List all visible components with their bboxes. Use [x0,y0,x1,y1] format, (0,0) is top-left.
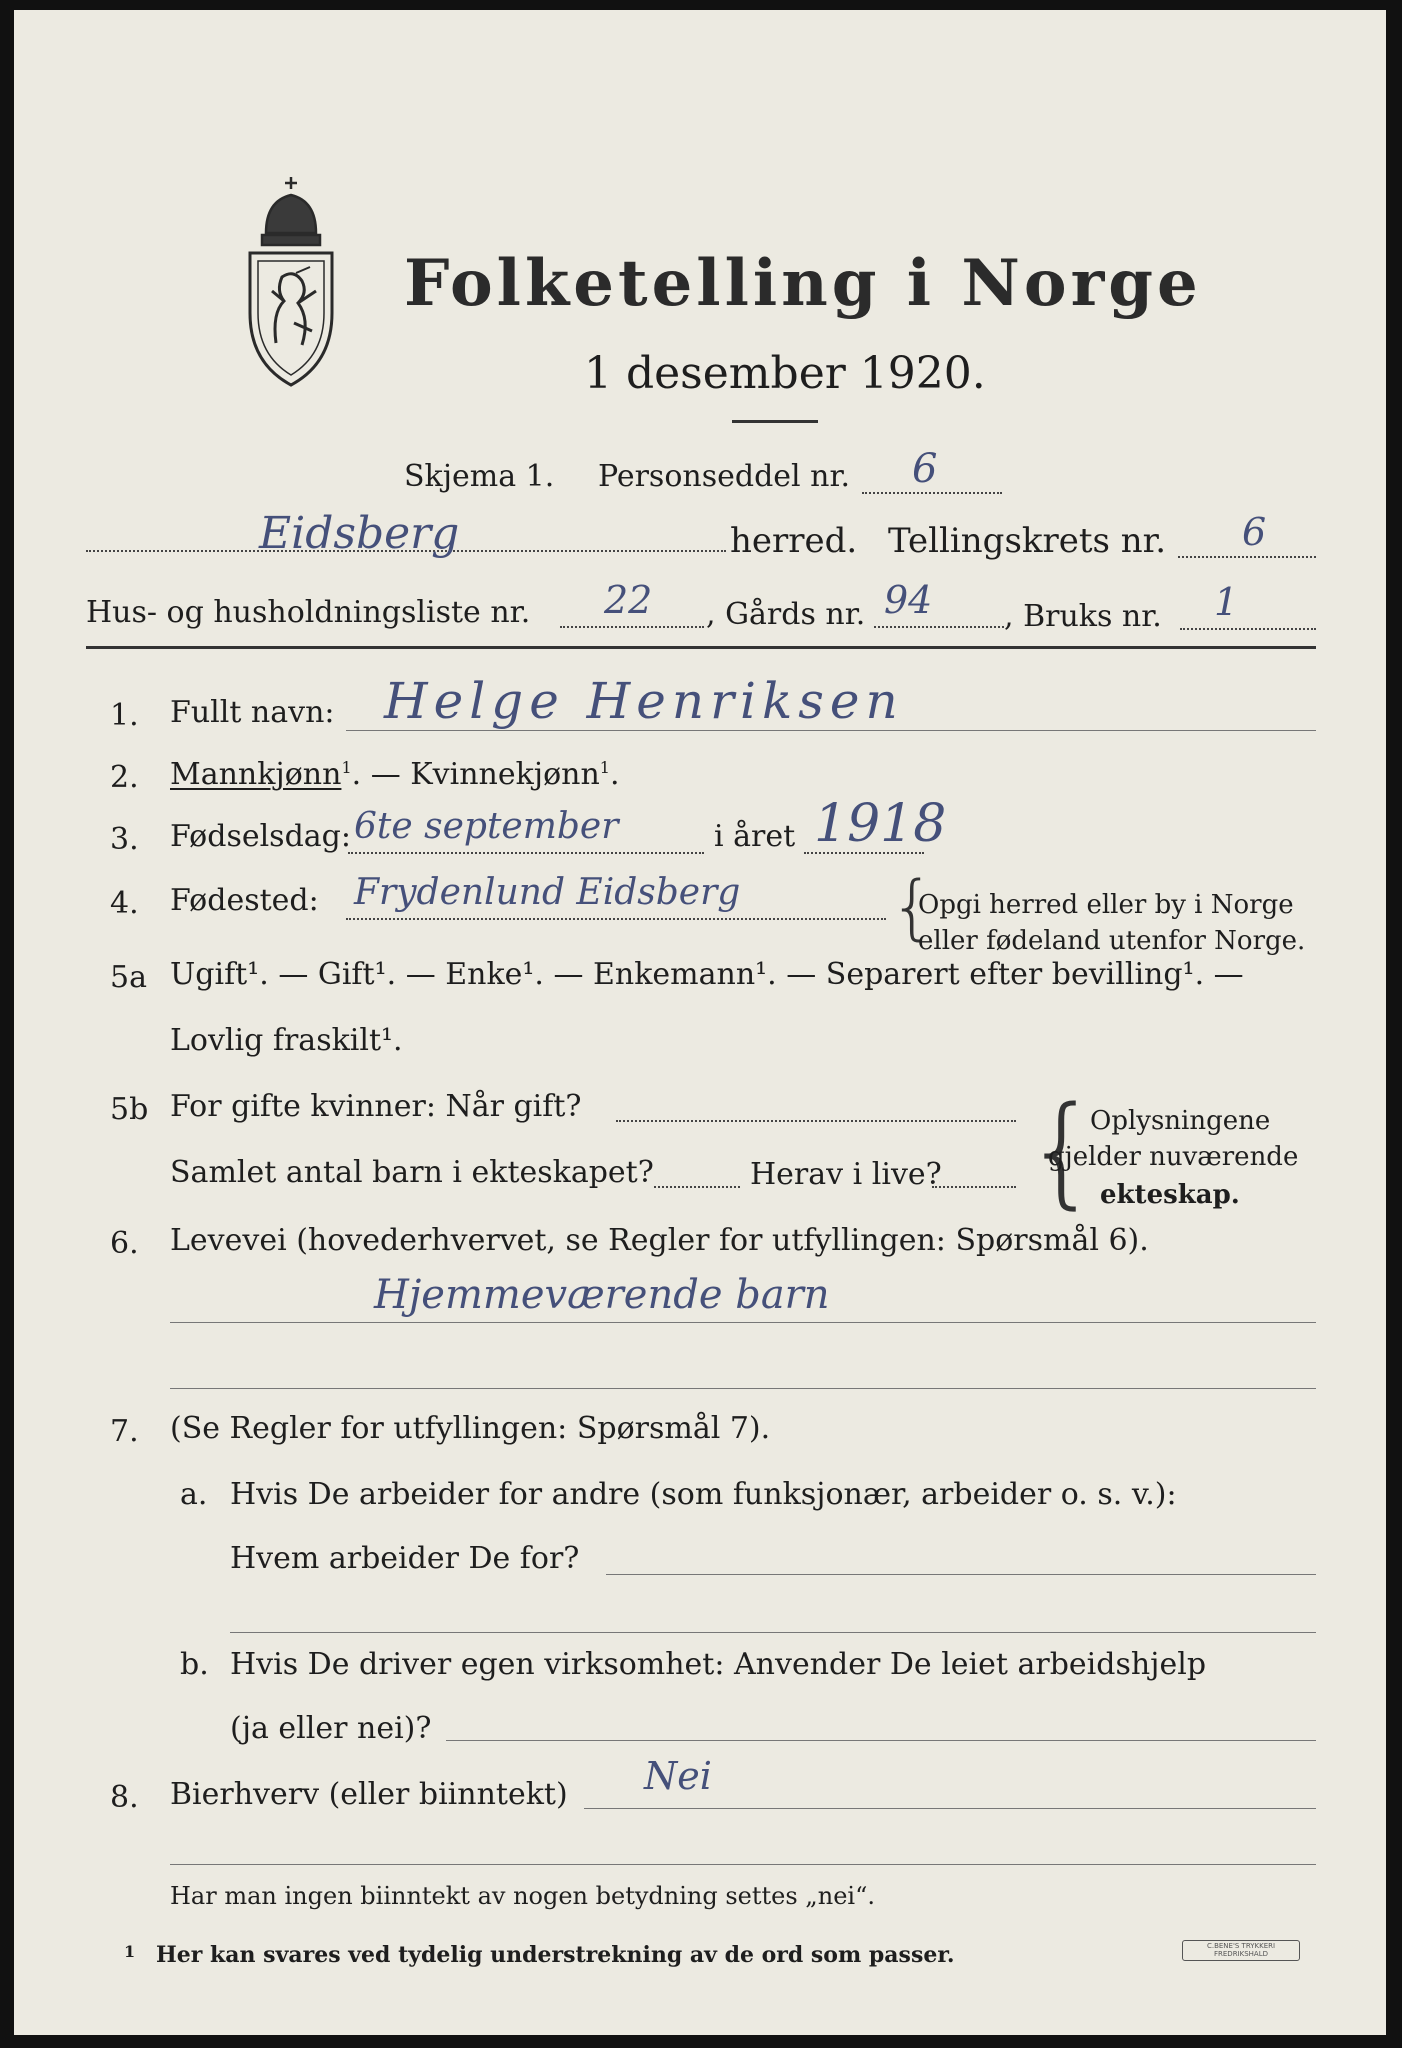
q2-separator: . — [351,757,411,792]
q5b-number: 5b [110,1092,149,1127]
q6-number: 6. [110,1226,139,1261]
q3-number: 3. [110,822,139,857]
q4-label: Fødested: [170,883,319,918]
birth-year-value[interactable]: 1918 [814,794,947,854]
personseddel-label: Personseddel nr. [598,459,851,494]
birthplace-value[interactable]: Frydenlund Eidsberg [354,872,741,913]
census-form: Folketelling i Norge 1 desember 1920. Skjema 1. Personseddel nr. 6 Eidsberg herred. Tellingskrets nr. 6 Hus- og husholdningsliste nr. 22 , Gårds nr. 94 , Bruks nr. 1 1. Fullt navn: Helge Henriksen 2. Mannkjønn$^1$. — Kvinnekjønn$^1$. 3. Fødselsdag: 6te september i året 1918 4. Fødested: Frydenlund Eidsberg { Opgi herred eller by i Norge eller fødeland utenfor Norge. 5a Ugift¹. — Gift¹. — Enke¹. — Enkemann¹. — Separert efter bevilling¹. — Lovlig fraskilt¹. 5b For gifte kvinner: Når gift? Samlet antal barn i ekteskapet? Herav i live? { Oplysningene gjelder nuværende ekteskap. 6. Levevei (hovederhvervet, se Regler for utfyllingen: Spørsmål 6). Hjemmeværende barn 7. (Se Regler for utfyllingen: Spørsmål 7). a. Hvis De arbeider for andre (som funksjonær, arbeider o. s. v.): Hvem arbeider De for? b. Hvis De driver egen virksomhet: Anvender De leiet arbeidshjelp (ja eller nei)? 8. Bierhverv (eller biinntekt) Nei Har man ingen biinntekt av nogen betydning settes „nei“. 1 Her kan svares ved tydelig understrekning av de ord som passer. C.BENE'S TRYKKERI FREDRIKSHALD [14,10,1386,2035]
q5a-line1: Ugift¹. — Gift¹. — Enke¹. — Enkemann¹. — Separert efter bevilling¹. — [170,957,1244,992]
q5b-children-label: Samlet antal barn i ekteskapet? [170,1155,654,1190]
q7b-letter: b. [180,1647,209,1682]
q5b-note-2: gjelder nuværende [1048,1142,1299,1172]
q5b-note-1: Oplysningene [1090,1106,1271,1136]
birth-day-value[interactable]: 6te september [354,806,619,847]
form-date: 1 desember 1920. [584,348,986,399]
gards-label: , Gårds nr. [706,597,866,632]
full-name-value[interactable]: Helge Henriksen [384,672,904,730]
footnote-text: Her kan svares ved tydelig understrekning av de ord som passer. [156,1942,955,1968]
footer-note: Har man ingen biinntekt av nogen betydning settes „nei“. [170,1882,875,1910]
q2-options [170,757,620,792]
q3-label: Fødselsdag: [170,819,351,854]
bruks-value[interactable]: 1 [1214,580,1239,624]
gards-value[interactable]: 94 [884,578,933,622]
coat-of-arms-icon [236,173,346,391]
q6-label: Levevei (hovederhvervet, se Regler for utfyllingen: Spørsmål 6). [170,1223,1149,1258]
title-divider [732,420,818,423]
skjema-label: Skjema 1. [404,459,555,494]
q2-sup-1: 1 [341,758,352,777]
husliste-label: Hus- og husholdningsliste nr. [86,595,531,630]
q7-label: (Se Regler for utfyllingen: Spørsmål 7). [170,1411,771,1446]
husliste-value[interactable]: 22 [604,578,653,622]
q7a-letter: a. [180,1477,208,1512]
q2-number: 2. [110,760,139,795]
tellingskrets-value[interactable]: 6 [1242,510,1267,554]
occupation-value[interactable]: Hjemmeværende barn [374,1272,830,1318]
header-divider [86,646,1316,649]
q7-number: 7. [110,1414,139,1449]
side-income-value[interactable]: Nei [644,1754,712,1798]
personseddel-value[interactable]: 6 [912,446,938,492]
q7a-line1: Hvis De arbeider for andre (som funksjonær, arbeider o. s. v.): [230,1477,1177,1512]
employer-field[interactable] [606,1574,1316,1575]
herred-value[interactable]: Eidsberg [259,508,460,559]
footnote-mark: 1 [124,1942,136,1961]
q5b-alive-label: Herav i live? [750,1157,942,1192]
q5b-note-3: ekteskap. [1100,1180,1240,1210]
q5a-number: 5a [110,960,147,995]
printer-stamp: C.BENE'S TRYKKERI FREDRIKSHALD [1182,1940,1300,1961]
tellingskrets-label: Tellingskrets nr. [888,521,1167,561]
year-label: i året [714,819,796,854]
q4-note-2: eller fødeland utenfor Norge. [918,926,1306,956]
q7b-line1: Hvis De driver egen virksomhet: Anvender De leiet arbeidshjelp [230,1647,1207,1682]
option-mannkjonn[interactable]: Mannkjønn [170,757,342,792]
form-title: Folketelling i Norge [404,246,1202,321]
q5b-line1: For gifte kvinner: Når gift? [170,1089,582,1124]
bruks-label: , Bruks nr. [1004,599,1162,634]
q8-number: 8. [110,1780,139,1815]
option-kvinnekjonn[interactable]: Kvinnekjønn [410,757,600,792]
hired-help-field[interactable] [446,1740,1316,1741]
q2-end: . [609,757,620,792]
q7a-line2: Hvem arbeider De for? [230,1541,580,1576]
q4-note-1: Opgi herred eller by i Norge [918,890,1294,920]
herred-label: herred. [730,521,858,561]
q5a-line2: Lovlig fraskilt¹. [170,1023,403,1058]
q1-label: Fullt navn: [170,695,335,730]
q8-label: Bierhverv (eller biinntekt) [170,1777,568,1812]
q1-number: 1. [110,698,139,733]
q7b-line2: (ja eller nei)? [230,1711,432,1746]
q2-sup-2: 1 [599,758,610,777]
q4-number: 4. [110,886,139,921]
